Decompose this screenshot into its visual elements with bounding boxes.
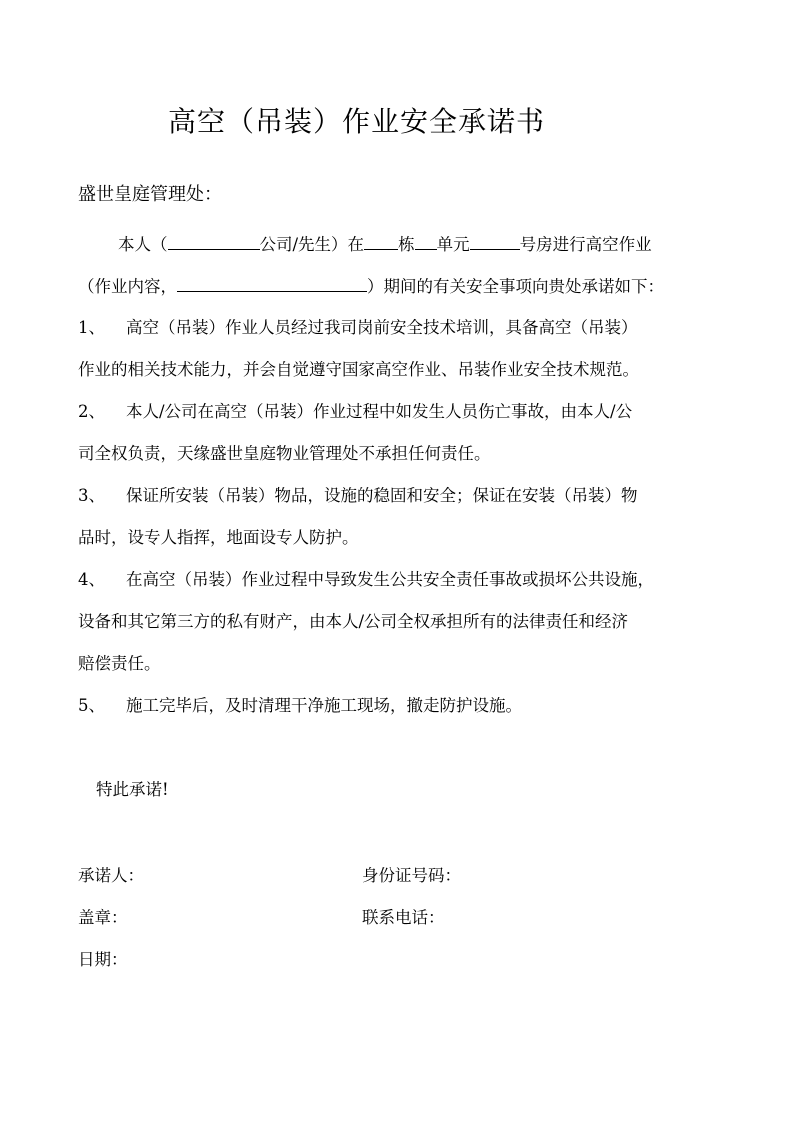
phone-label: 联系电话： bbox=[362, 908, 445, 927]
item-3-line-2: 品时，设专人指挥，地面设专人防护。 bbox=[78, 528, 359, 547]
intro-text: （作业内容， bbox=[78, 277, 177, 296]
document-title: 高空（吊装）作业安全承诺书 bbox=[168, 105, 546, 138]
intro-text: 单元 bbox=[436, 235, 470, 254]
work-content-blank[interactable] bbox=[177, 274, 367, 292]
item-2-line-1 bbox=[78, 400, 632, 424]
addressee: 盛世皇庭管理处： bbox=[78, 184, 222, 205]
intro-text: 号房进行高空作业 bbox=[519, 235, 652, 254]
item-text: 本人/公司在高空（吊装）作业过程中如发生人员伤亡事故，由本人/公 bbox=[126, 402, 633, 421]
intro-text: 公司/先生）在 bbox=[259, 235, 365, 254]
item-4-line-3: 赔偿责任。 bbox=[78, 654, 161, 673]
id-number-label: 身份证号码： bbox=[362, 866, 461, 885]
item-3-line-1 bbox=[78, 484, 638, 508]
item-4-line-1 bbox=[78, 568, 654, 592]
intro-line-2 bbox=[78, 274, 664, 299]
item-text: 高空（吊装）作业人员经过我司岗前安全技术培训，具备高空（吊装） bbox=[126, 318, 638, 337]
room-blank[interactable] bbox=[470, 232, 520, 250]
intro-text: 本人（ bbox=[118, 235, 168, 254]
item-number: 3、 bbox=[78, 486, 105, 505]
item-number: 1、 bbox=[78, 318, 105, 337]
item-number: 2、 bbox=[78, 402, 105, 421]
date-label: 日期： bbox=[78, 950, 128, 969]
promisor-label: 承诺人： bbox=[78, 866, 144, 885]
seal-label: 盖章： bbox=[78, 908, 128, 927]
item-1-line-2: 作业的相关技术能力，并会自觉遵守国家高空作业、吊装作业安全技术规范。 bbox=[78, 360, 639, 379]
item-number: 5、 bbox=[78, 696, 105, 715]
item-number: 4、 bbox=[78, 570, 105, 589]
intro-text: 栋 bbox=[398, 235, 415, 254]
item-2-line-2: 司全权负责，天缘盛世皇庭物业管理处不承担任何责任。 bbox=[78, 444, 491, 463]
building-blank[interactable] bbox=[364, 232, 398, 250]
item-4-line-2: 设备和其它第三方的私有财产，由本人/公司全权承担所有的法律责任和经济 bbox=[78, 612, 629, 631]
item-text: 保证所安装（吊装）物品，设施的稳固和安全；保证在安装（吊装）物 bbox=[126, 486, 638, 505]
intro-text: ）期间的有关安全事项向贵处承诺如下： bbox=[367, 277, 664, 296]
item-text: 施工完毕后，及时清理干净施工现场，撤走防护设施。 bbox=[126, 696, 522, 715]
intro-line-1 bbox=[118, 232, 652, 257]
item-5-line-1 bbox=[78, 694, 522, 718]
item-text: 在高空（吊装）作业过程中导致发生公共安全责任事故或损坏公共设施， bbox=[126, 570, 654, 589]
closing-statement: 特此承诺! bbox=[96, 780, 169, 799]
unit-blank[interactable] bbox=[415, 232, 437, 250]
company-name-blank[interactable] bbox=[168, 232, 260, 250]
item-1-line-1 bbox=[78, 316, 638, 340]
